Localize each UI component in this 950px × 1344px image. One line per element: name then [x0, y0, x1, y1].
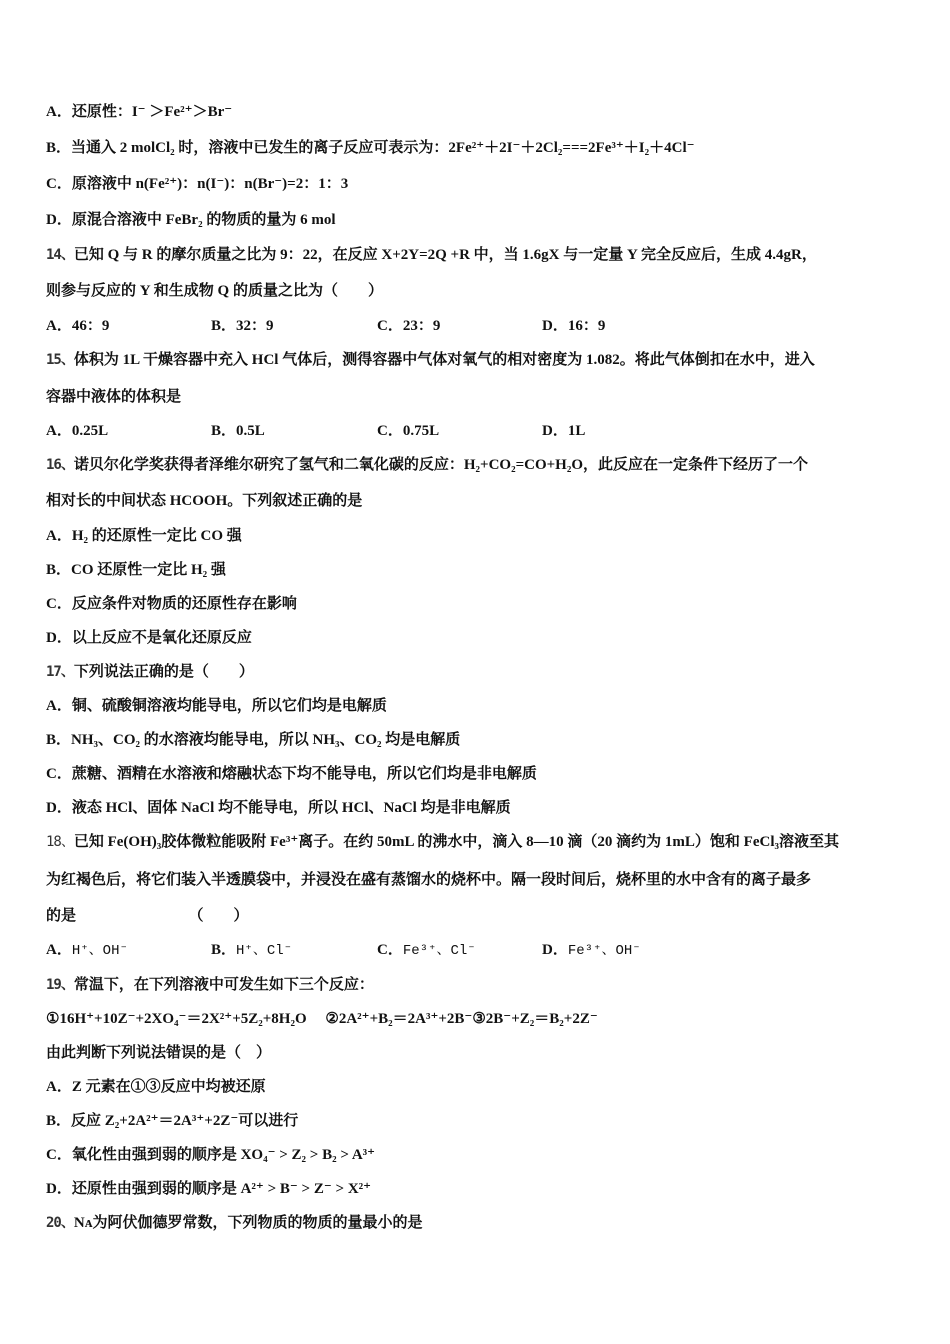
question-text: 诺贝尔化学奖获得者泽维尔研究了氢气和二氧化碳的反应：H₂+CO₂=CO+H₂O，此反应在一定条件下经历了一个: [73, 457, 808, 473]
q19-stem-line3: 由此判断下列说法错误的是（ ）: [46, 1045, 272, 1061]
q19-stem-line1: [46, 975, 374, 995]
q18-option-b: B．H⁺、Cl⁻: [211, 942, 293, 959]
q16-option-c: C．反应条件对物质的还原性存在影响: [46, 596, 297, 612]
question-text: 已知 Q 与 R 的摩尔质量之比为 9：22，在反应 X+2Y=2Q +R 中，当 1.6gX 与一定量 Y 完全反应后，生成 4.4gR，: [73, 247, 817, 263]
q19-reactions: ①16H⁺+10Z⁻+2XO₄⁻＝2X²⁺+5Z₂+8H₂O ②2A²⁺+B₂＝2A³⁺+2B⁻③2B⁻+Z₂＝B₂+2Z⁻: [46, 1011, 598, 1027]
question-text: Nᴀ为阿伏伽德罗常数，下列物质的物质的量最小的是: [73, 1215, 423, 1231]
q13-option-c: [46, 174, 348, 194]
question-number: 19、: [46, 977, 74, 993]
q17-option-c: C．蔗糖、酒精在水溶液和熔融状态下均不能导电，所以它们均是非电解质: [46, 766, 537, 782]
question-number: 17、: [46, 664, 74, 680]
q18-option-d: D．Fe³⁺、OH⁻: [542, 942, 641, 959]
q13-option-a: [46, 102, 232, 122]
question-number: 16、: [46, 457, 74, 473]
q14-stem-line2: 则参与反应的 Y 和生成物 Q 的质量之比为（ ）: [46, 283, 383, 299]
q18-option-a: A．H⁺、OH⁻: [46, 942, 128, 959]
q17-option-b: B．NH₃、CO₂ 的水溶液均能导电，所以 NH₃、CO₂ 均是电解质: [46, 732, 461, 748]
q15-option-c: C．0.75L: [377, 423, 440, 439]
q18-stem-line3: 的是 （ ）: [46, 908, 249, 924]
q15-option-b: B．0.5L: [211, 423, 265, 439]
option-text: 原混合溶液中 FeBr₂ 的物质的量为 6 mol: [71, 212, 336, 228]
q20-stem: [46, 1213, 422, 1233]
q18-options: [0, 940, 950, 960]
q16-option-a: A．H₂ 的还原性一定比 CO 强: [46, 528, 242, 544]
q18-option-c: C．Fe³⁺、Cl⁻: [377, 942, 476, 959]
question-text: 已知 Fe(OH)₃胶体微粒能吸附 Fe³⁺离子。在约 50mL 的沸水中，滴入 8—10 滴（20 滴约为 1mL）饱和 FeCl₃溶液至其: [73, 834, 839, 850]
q17-option-a: A．铜、硫酸铜溶液均能导电，所以它们均是电解质: [46, 698, 387, 714]
q19-option-d: D．还原性由强到弱的顺序是 A²⁺ > B⁻ > Z⁻ > X²⁺: [46, 1181, 372, 1197]
q14-option-b: B．32：9: [211, 318, 274, 334]
q15-stem-line1: [46, 350, 815, 370]
question-number: 20、: [46, 1215, 74, 1231]
q17-option-d: D．液态 HCl、固体 NaCl 均不能导电，所以 HCl、NaCl 均是非电解质: [46, 800, 511, 816]
q19-option-a: A．Z 元素在①③反应中均被还原: [46, 1079, 266, 1095]
question-text: 体积为 1L 干燥容器中充入 HCl 气体后，测得容器中气体对氧气的相对密度为 1.082。将此气体倒扣在水中，进入: [73, 352, 815, 368]
q15-option-a: A．0.25L: [46, 423, 109, 439]
q17-stem: [46, 662, 254, 682]
question-text: 常温下，在下列溶液中可发生如下三个反应：: [73, 977, 374, 993]
q16-option-b: B．CO 还原性一定比 H₂ 强: [46, 562, 226, 578]
q19-option-b: B．反应 Z₂+2A²⁺＝2A³⁺+2Z⁻可以进行: [46, 1113, 299, 1129]
question-number: 18、: [46, 834, 74, 850]
q18-stem-line2: 为红褐色后，将它们装入半透膜袋中，并浸没在盛有蒸馏水的烧杯中。隔一段时间后，烧杯里的水中含有的离子最多: [46, 872, 812, 888]
option-label: B．: [46, 140, 72, 156]
q15-options: [0, 421, 950, 441]
question-number: 15、: [46, 352, 74, 368]
question-number: 14、: [46, 247, 74, 263]
q13-option-d: [46, 210, 336, 230]
question-text: 下列说法正确的是（ ）: [73, 664, 254, 680]
q18-stem-line1: [46, 832, 839, 852]
option-text: 还原性：I⁻ ＞Fe²⁺＞Br⁻: [71, 104, 233, 120]
q15-option-d: D．1L: [542, 423, 586, 439]
q19-option-c: C．氧化性由强到弱的顺序是 XO₄⁻ > Z₂ > B₂ > A³⁺: [46, 1147, 376, 1163]
q14-option-c: C．23：9: [377, 318, 441, 334]
q16-option-d: D．以上反应不是氧化还原反应: [46, 630, 252, 646]
option-text: 原溶液中 n(Fe²⁺)：n(I⁻)：n(Br⁻)=2：1：3: [71, 176, 349, 192]
q15-stem-line2: 容器中液体的体积是: [46, 389, 182, 405]
q16-stem-line2: 相对长的中间状态 HCOOH。下列叙述正确的是: [46, 493, 363, 509]
option-label: C．: [46, 176, 72, 192]
option-text: 当通入 2 molCl₂ 时，溶液中已发生的离子反应可表示为：2Fe²⁺＋2I⁻＋2Cl₂===2Fe³⁺＋I₂＋4Cl⁻: [71, 140, 695, 156]
q13-option-b: [46, 138, 695, 158]
q14-option-a: A．46：9: [46, 318, 110, 334]
q14-stem-line1: [46, 245, 817, 265]
q16-stem-line1: [46, 455, 808, 475]
q14-option-d: D．16：9: [542, 318, 606, 334]
option-label: D．: [46, 212, 72, 228]
option-label: A．: [46, 104, 72, 120]
q14-options: [0, 316, 950, 336]
